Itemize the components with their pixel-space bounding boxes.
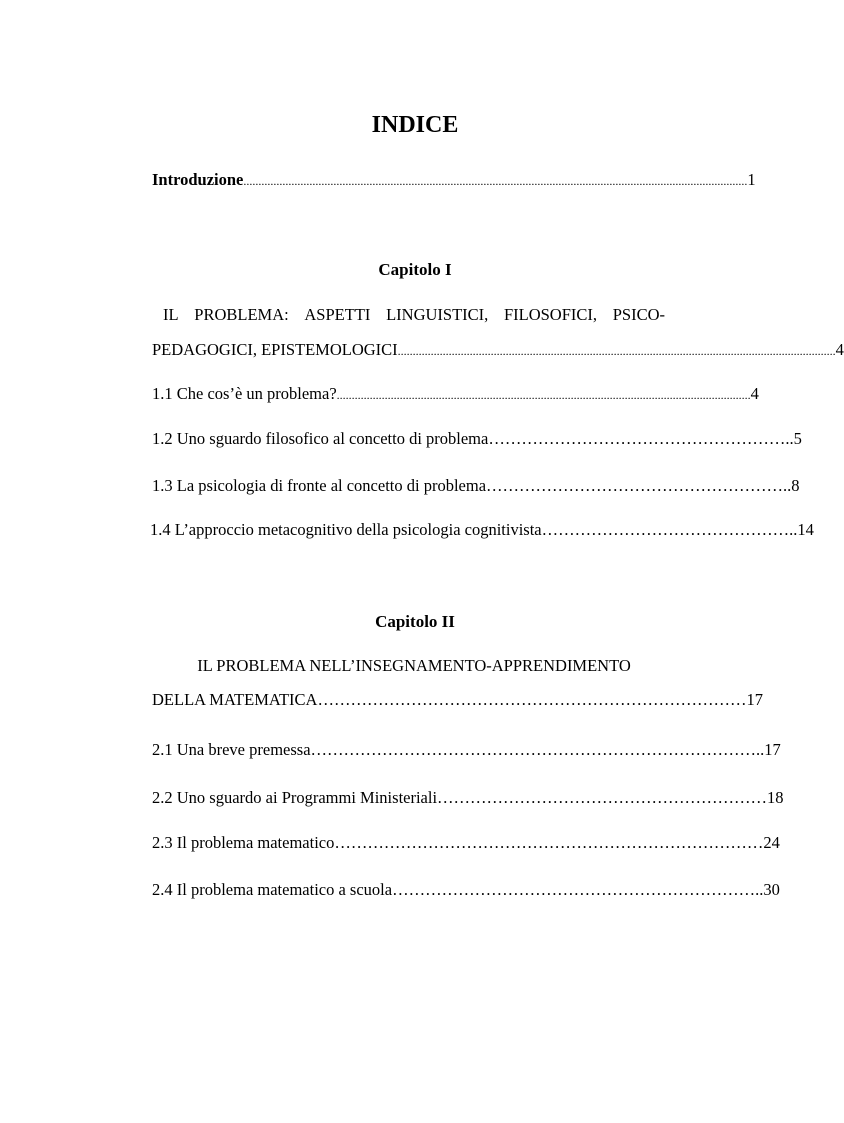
- toc-entry-page: 17: [764, 740, 781, 759]
- toc-entry-section[interactable]: [152, 740, 781, 760]
- toc-entry-page: 30: [763, 880, 780, 899]
- toc-entry-chapter-2[interactable]: [152, 690, 763, 710]
- leader-dots: ……………………………………………………: [437, 788, 768, 807]
- toc-entry-section[interactable]: [152, 429, 802, 449]
- leader-dots: ………………………………………………..: [486, 476, 792, 495]
- chapter-title-word: ASPETTI: [304, 305, 371, 324]
- leader-dots: ..................................................................................................................................................: [397, 344, 836, 358]
- toc-entry-section[interactable]: [152, 833, 780, 853]
- chapter-title-line: IL PROBLEMA NELL’INSEGNAMENTO-APPRENDIMENTO: [197, 656, 631, 675]
- toc-entry-page: 17: [746, 690, 763, 709]
- toc-entry-section[interactable]: [152, 384, 759, 405]
- toc-entry-page: 5: [793, 429, 802, 448]
- chapter-title-line: [163, 305, 665, 325]
- page-title: INDICE: [371, 112, 459, 138]
- toc-entry-label: Introduzione: [152, 170, 244, 189]
- toc-entry-label: 1.3 La psicologia di fronte al concetto di problema: [152, 476, 487, 495]
- toc-entry-page: 8: [791, 476, 800, 495]
- toc-entry-chapter-1[interactable]: [152, 340, 844, 361]
- toc-entry-label: 2.2 Uno sguardo ai Programmi Ministeriali: [152, 788, 438, 807]
- toc-entry-introduzione[interactable]: [152, 170, 756, 191]
- leader-dots: ………………………………………..: [541, 520, 798, 539]
- toc-entry-section[interactable]: [152, 788, 784, 808]
- leader-dots: ..........................................................................................................................................: [336, 388, 751, 402]
- chapter-title-word: IL: [163, 305, 179, 324]
- leader-dots: ……………………………………………………………………: [334, 833, 764, 852]
- chapter-heading: Capitolo II: [375, 612, 455, 631]
- chapter-title-line: PEDAGOGICI, EPISTEMOLOGICI: [152, 340, 398, 359]
- toc-entry-page: 4: [835, 340, 844, 359]
- toc-entry-section[interactable]: [150, 520, 814, 540]
- toc-entry-label: 2.4 Il problema matematico a scuola: [152, 880, 393, 899]
- toc-entry-label: 2.3 Il problema matematico: [152, 833, 335, 852]
- toc-entry-page: 14: [797, 520, 814, 539]
- toc-entry-page: 1: [747, 170, 756, 189]
- toc-entry-label: 2.1 Una breve premessa: [152, 740, 311, 759]
- toc-entry-label: 1.1 Che cos’è un problema?: [152, 384, 337, 403]
- toc-entry-page: 18: [767, 788, 784, 807]
- leader-dots: ………………………………………………………………………..: [310, 740, 765, 759]
- chapter-title-word: PROBLEMA:: [194, 305, 289, 324]
- toc-entry-section[interactable]: [152, 880, 780, 900]
- chapter-title-line: DELLA MATEMATICA: [152, 690, 318, 709]
- toc-entry-label: 1.4 L’approccio metacognitivo della psicologia cognitivista: [150, 520, 542, 539]
- chapter-title-word: FILOSOFICI,: [503, 305, 598, 324]
- toc-entry-label: 1.2 Uno sguardo filosofico al concetto di problema: [152, 429, 489, 448]
- chapter-title-word: PSICO-: [612, 305, 665, 324]
- chapter-title-word: LINGUISTICI,: [386, 305, 489, 324]
- toc-entry-page: 4: [750, 384, 759, 403]
- chapter-heading: Capitolo I: [378, 260, 452, 279]
- leader-dots: ........................................................................................................................................................................: [243, 174, 748, 188]
- toc-entry-page: 24: [763, 833, 780, 852]
- leader-dots: ……………………………………………………………………: [317, 690, 747, 709]
- toc-entry-section[interactable]: [152, 476, 800, 496]
- leader-dots: ………………………………………………..: [488, 429, 794, 448]
- leader-dots: …………………………………………………………..: [392, 880, 764, 899]
